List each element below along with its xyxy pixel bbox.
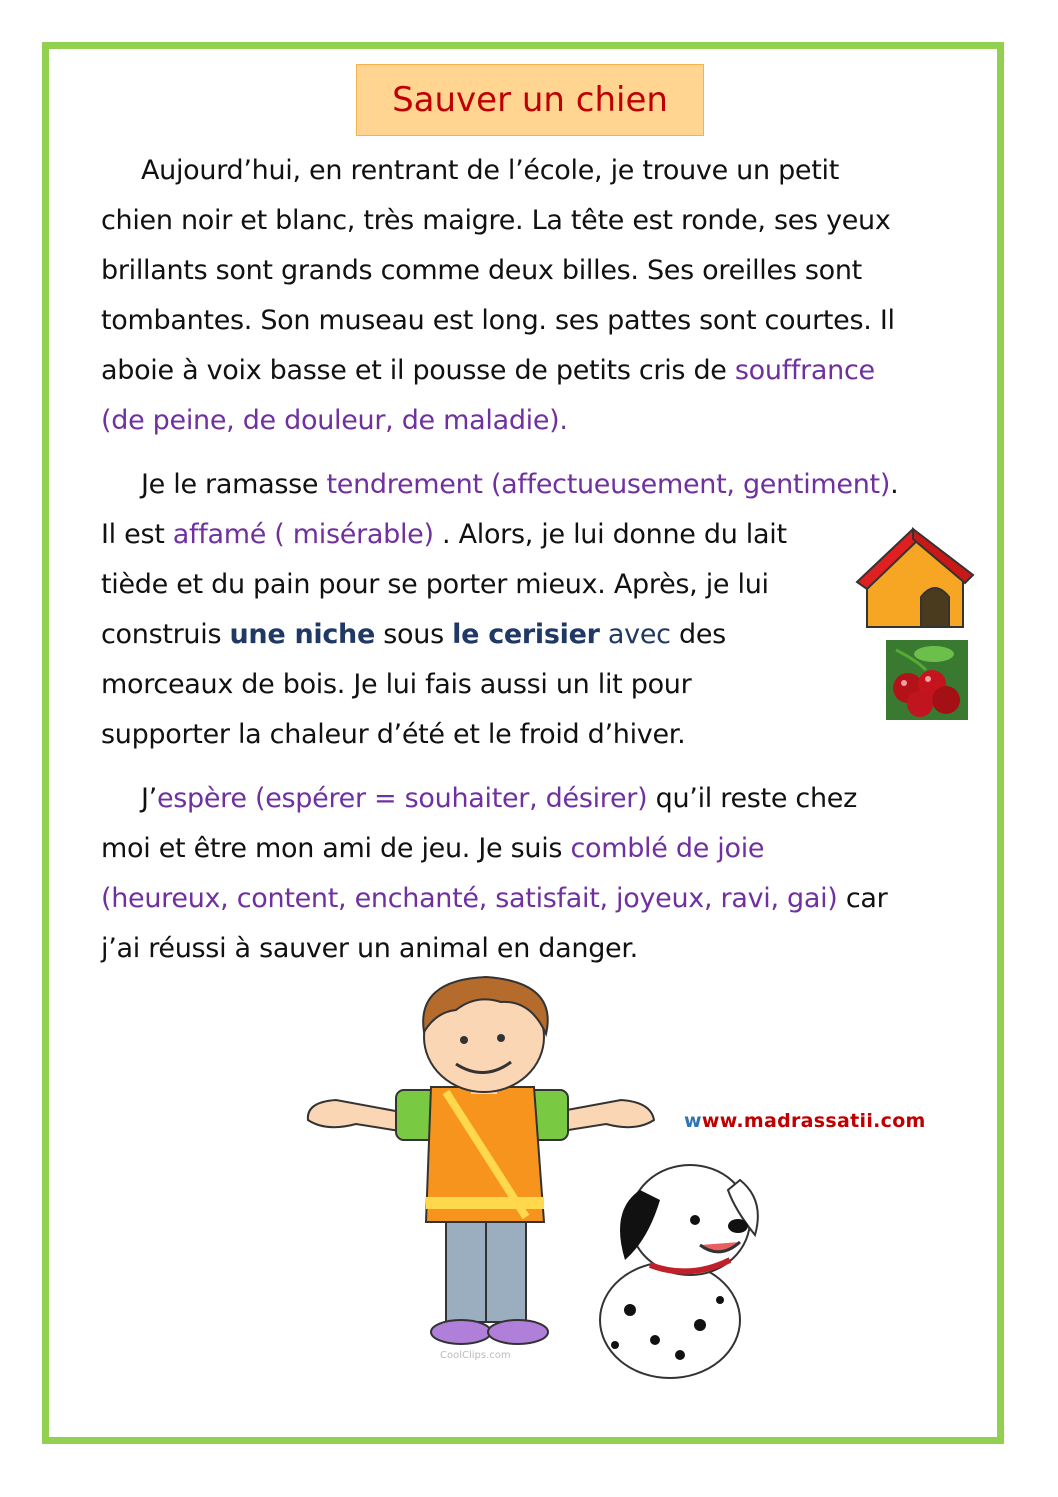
text-segment: sous xyxy=(374,619,453,650)
text-line xyxy=(101,774,981,824)
text-line xyxy=(101,346,981,396)
highlighted-text: tendrement (affectueusement, gentiment) xyxy=(326,469,891,500)
highlighted-text: (heureux, content, enchanté, satisfait, joyeux, ravi, gai) xyxy=(101,883,838,914)
text-line xyxy=(101,560,981,610)
text-segment: qu’il reste chez xyxy=(647,783,857,814)
text-segment: tiède et du pain pour se porter mieux. Après, je lui xyxy=(101,569,769,600)
text-line xyxy=(101,660,981,710)
text-segment: . xyxy=(890,469,899,500)
text-segment: moi et être mon ami de jeu. Je suis xyxy=(101,833,571,864)
text-segment: Il est xyxy=(101,519,173,550)
text-segment: Je le ramasse xyxy=(141,469,327,500)
highlighted-text: le cerisier xyxy=(452,619,600,650)
highlighted-text: comblé de joie xyxy=(570,833,765,864)
highlighted-text: souffrance xyxy=(734,355,875,386)
website-url xyxy=(684,1110,926,1132)
website-first-letter: w xyxy=(684,1110,702,1132)
highlighted-text: espère (espérer = souhaiter, désirer) xyxy=(156,783,648,814)
text-segment: des xyxy=(670,619,726,650)
doghouse-image xyxy=(855,527,975,637)
text-segment: tombantes. Son museau est long. ses pattes sont courtes. Il xyxy=(101,305,895,336)
text-line xyxy=(101,710,981,760)
text-segment: construis xyxy=(101,619,230,650)
text-segment: . Alors, je lui donne du lait xyxy=(433,519,787,550)
text-segment: J’ xyxy=(141,783,157,814)
text-line xyxy=(101,246,981,296)
highlighted-text: une niche xyxy=(229,619,375,650)
paragraph-2 xyxy=(101,460,981,760)
text-line xyxy=(101,924,981,974)
dalmatian-image xyxy=(570,1150,780,1385)
page-title: Sauver un chien xyxy=(392,80,668,120)
text-line xyxy=(101,610,981,660)
text-line xyxy=(101,146,981,196)
paragraph-3 xyxy=(101,774,981,974)
text-segment: Aujourd’hui, en rentrant de l’école, je trouve un petit xyxy=(141,155,839,186)
text-segment: brillants sont grands comme deux billes. Ses oreilles sont xyxy=(101,255,862,286)
text-line xyxy=(101,396,981,446)
title-box xyxy=(356,64,704,136)
paragraph-1 xyxy=(101,146,981,446)
text-segment: j’ai réussi à sauver un animal en danger. xyxy=(101,933,638,964)
text-segment: aboie à voix basse et il pousse de petits cris de xyxy=(101,355,735,386)
text-segment: car xyxy=(837,883,888,914)
highlighted-text: (de peine, de douleur, de maladie). xyxy=(101,405,568,436)
text-line xyxy=(101,196,981,246)
text-line xyxy=(101,510,981,560)
text-line xyxy=(101,874,981,924)
text-line xyxy=(101,296,981,346)
website-rest: ww.madrassatii.com xyxy=(701,1110,926,1132)
highlighted-text: avec xyxy=(599,619,671,650)
clipart-watermark: CoolClips.com xyxy=(440,1350,511,1361)
text-segment: morceaux de bois. Je lui fais aussi un lit pour xyxy=(101,669,692,700)
cherries-image xyxy=(886,640,968,720)
highlighted-text: affamé ( misérable) xyxy=(172,519,434,550)
text-line xyxy=(101,460,981,510)
text-segment: supporter la chaleur d’été et le froid d’hiver. xyxy=(101,719,686,750)
text-line xyxy=(101,824,981,874)
text-segment: chien noir et blanc, très maigre. La tête est ronde, ses yeux xyxy=(101,205,891,236)
